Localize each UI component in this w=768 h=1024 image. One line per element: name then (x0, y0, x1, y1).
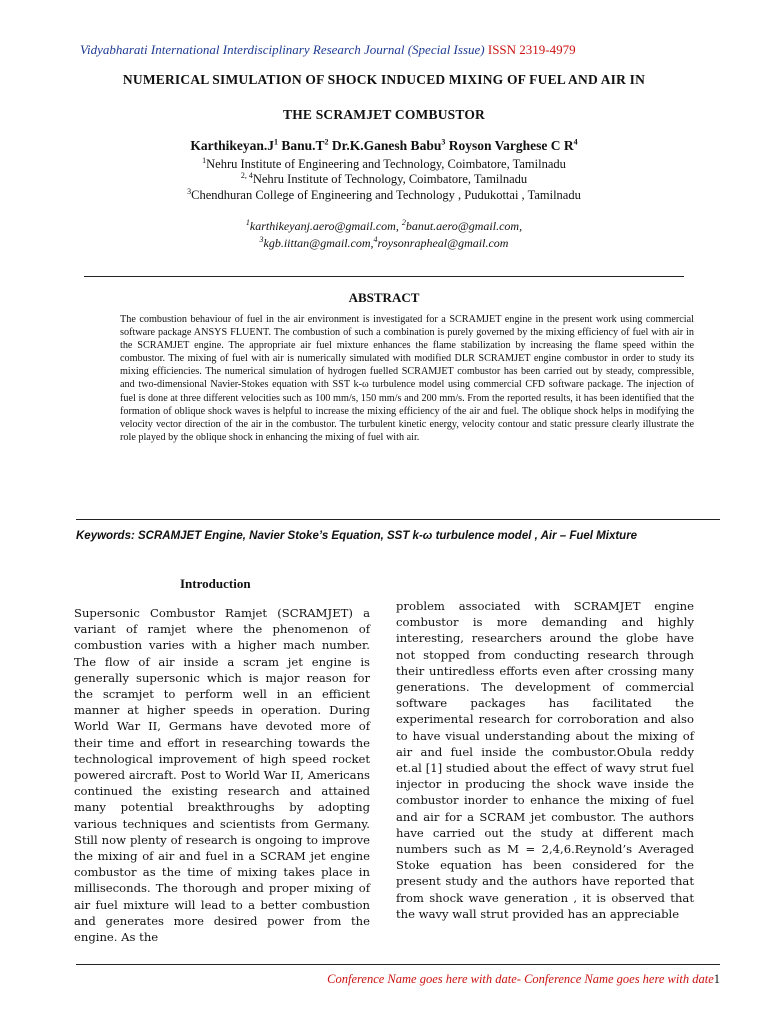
abstract-text: The combustion behaviour of fuel in the air environment is investigated for a SCRAMJET engine in the present work using commercial software package ANSYS FLUENT. The combustion of such a combination is purely governed by the mixing efficiency of fuel with air in the SCRAMJET engine. The appropriate air fuel mixture enhances the flame stabilization by increasing the flame speed within the combustor. The mixing of fuel with air is numerically simulated with modified DLR SCRAMJET engine combustor in order to study its mixing efficiencies. The numerical simulation of hydrogen fuelled SCRAMJET combustor has been carried out by steady, compressible, and two-dimensional Navier-Stokes equation with SST k-ω turbulence model using commercial CFD software package. The injection of fuel is done at three different velocities such as 100 mm/s, 150 mm/s and 200 mm/s. From the reported results, it has been identified that the formation of oblique shock waves is helpful to increase the mixing efficiency of the air and fuel. The oblique shock helps in modifying the velocity vector direction of the air in the combustor. The turbulent kinetic energy, velocity contour and static pressure clearly illustrate the role played by the oblique shock in enhancing the mixing of fuel with air. (120, 314, 694, 443)
author-name: Dr.K.Ganesh Babu (331, 138, 442, 153)
author-sup: 1 (274, 137, 279, 147)
email-sup: 1 (245, 218, 250, 227)
affiliation (60, 172, 708, 187)
email-sup: 2 (401, 218, 406, 227)
email-line (60, 236, 708, 251)
paper-title-line-2: THE SCRAMJET COMBUSTOR (283, 107, 485, 122)
affiliation-sup: 3 (187, 186, 192, 196)
affiliation-sup: 2, 4 (240, 170, 253, 180)
author-sup: 3 (441, 137, 446, 147)
introduction-column-right: problem associated with SCRAMJET engine combustor is more demanding and highly interesting, researchers around the globe have not stopped from conducting research through their untiredless efforts even after crossing many generations. The development of commercial software packages has facilitated the experimental research for corroboration and also to have visual understanding about the mixing of air and fuel inside the combustor.Obula reddy et.al [1] studied about the effect of wavy strut fuel injector in producing the shock wave inside the combustor inorder to enhance the mixing of fuel and air for a SCRAM jet combustor. The authors have carried out the study at different mach numbers such as M = 2,4,6.Reynold’s Averaged Stoke equation has been considered for the present study and the authors have reported that from shock wave generation , it is observed that the wavy wall strut provided has an appreciable (396, 599, 694, 921)
keywords: Keywords: SCRAMJET Engine, Navier Stoke’s Equation, SST k-ω turbulence model , Air – Fuel Mixture (76, 530, 638, 542)
author-sup: 2 (324, 137, 329, 147)
email-address[interactable]: karthikeyanj.aero@gmail.com, (249, 219, 402, 233)
affiliation (60, 157, 708, 172)
affiliation-text: Nehru Institute of Technology, Coimbatore, Tamilnadu (252, 172, 528, 186)
email-address[interactable]: banut.aero@gmail.com, (405, 219, 523, 233)
author-sup: 4 (573, 137, 578, 147)
footer-conference: Conference Name goes here with date- Conference Name goes here with date (327, 972, 714, 986)
email-address[interactable]: roysonrapheal@gmail.com (377, 236, 509, 250)
divider (84, 276, 684, 277)
affiliation (60, 188, 708, 203)
author-list (60, 138, 708, 154)
email-sup: 4 (373, 235, 378, 244)
email-line (60, 219, 708, 234)
page-number: 1 (713, 972, 720, 986)
email-address[interactable]: kgb.iittan@gmail.com, (263, 236, 374, 250)
divider (76, 519, 720, 520)
affiliation-sup: 1 (202, 155, 207, 165)
author-name: Royson Varghese C R (448, 138, 574, 153)
journal-issn: ISSN 2319-4979 (487, 42, 576, 57)
introduction-column-left: Supersonic Combustor Ramjet (SCRAMJET) a variant of ramjet where the phenomenon of combustion varies with a higher mach number. The flow of air inside a scram jet engine is generally supersonic which is major reason for the scramjet to perform well in an efficient manner at higher speeds in operation. During World War II, Germans have devoted more of their time and effort in researching towards the technological improvement of high speed rocket powered aircraft. Post to World War II, Americans continued the existing research and attained many potential breakthroughs by adopting various techniques and scientists from Germany. Still now plenty of research is ongoing to improve the mixing of air and fuel in a SCRAM jet engine combustor as the time of mixing takes place in milliseconds. The thorough and proper mixing of air fuel mixture will lead to a better combustion and generates more desired power from the engine. As the (74, 606, 370, 945)
author-name: Banu.T (281, 138, 325, 153)
introduction-heading: Introduction (180, 576, 251, 591)
author-name: Karthikeyan.J (190, 138, 275, 153)
email-sup: 3 (259, 235, 264, 244)
affiliation-text: Nehru Institute of Engineering and Technology, Coimbatore, Tamilnadu (206, 157, 566, 171)
divider (76, 964, 720, 965)
paper-title-line-1: NUMERICAL SIMULATION OF SHOCK INDUCED MIXING OF FUEL AND AIR IN (122, 72, 646, 87)
abstract-heading: ABSTRACT (348, 290, 420, 305)
page-footer (327, 972, 720, 987)
affiliation-text: Chendhuran College of Engineering and Technology , Pudukottai , Tamilnadu (191, 188, 581, 202)
journal-header (80, 42, 720, 58)
journal-name: Vidyabharati International Interdisciplinary Research Journal (Special Issue) (80, 42, 485, 57)
